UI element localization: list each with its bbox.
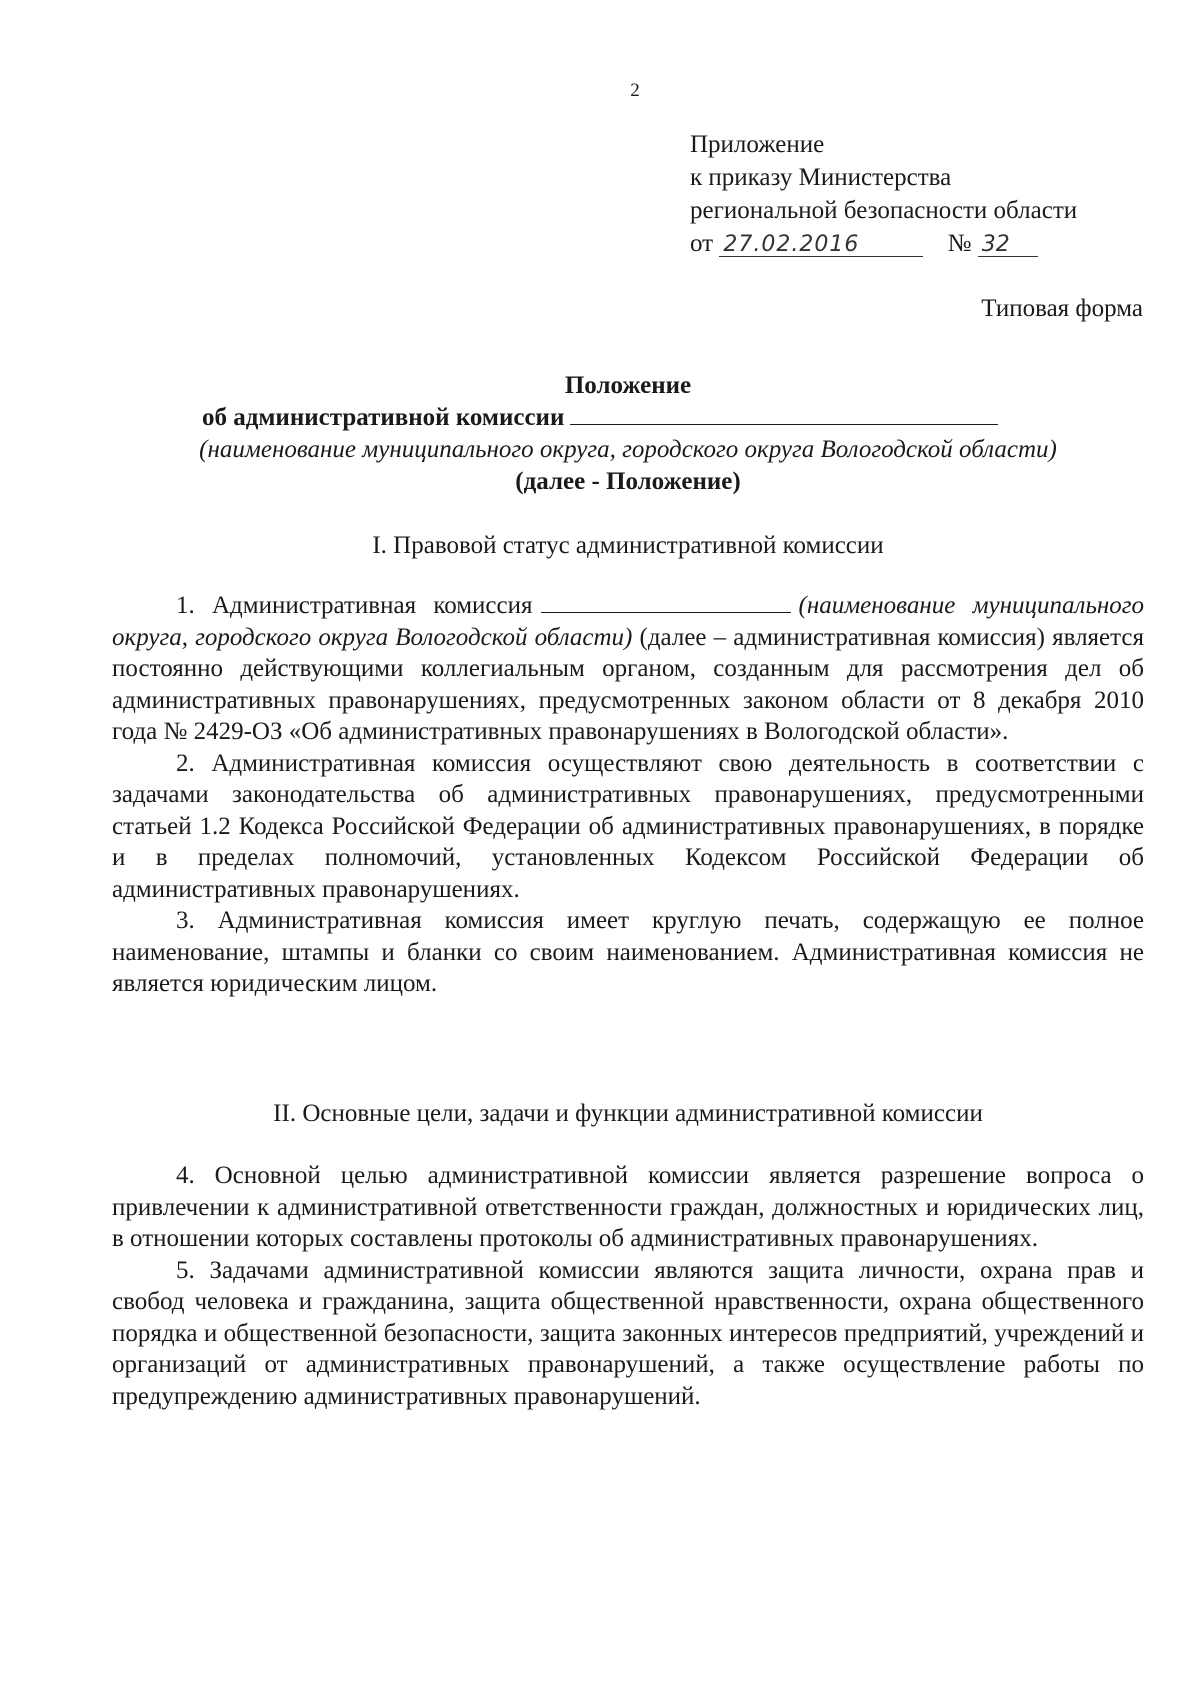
page-number: 2 (630, 80, 640, 101)
section-2-heading: II. Основные цели, задачи и функции административной комиссии (273, 1100, 983, 1127)
title-blank-line (570, 402, 998, 425)
paragraph-1-rest: (далее – административная комиссия) является постоянно действующими коллегиальным органом, созданным для рассмотрения дел об административных правонарушениях, предусмотренных законом области от 8 декабря 2010 года № 2429-ОЗ «Об административных правонарушениях в Вологодской области». (112, 623, 1144, 745)
date-prefix: от (690, 230, 714, 257)
section-1-heading: I. Правовой статус административной комиссии (372, 532, 884, 559)
title-commission-text: об административной комиссии (202, 404, 565, 431)
title-line-1: Положение (564, 372, 692, 399)
handwritten-number: 32 (978, 234, 1038, 257)
section-1-body (112, 590, 1144, 1000)
paragraph-5: 5. Задачами административной комиссии являются защита личности, охрана прав и свобод человека и гражданина, защита общественной нравственности, охрана общественного порядка и общественной безопасности, защита законных интересов предприятий, учреждений и организаций от административных правонарушений, а также осуществление работы по предупреждению административных правонарушений. (112, 1256, 1144, 1410)
number-prefix: № (947, 230, 972, 257)
section-2-body (112, 1160, 1144, 1412)
appendix-line-1: Приложение (690, 131, 825, 158)
title-line-4: (далее - Положение) (515, 468, 741, 495)
handwritten-date: 27.02.2016 (719, 234, 923, 257)
paragraph-4: 4. Основной целью административной комиссии является разрешение вопроса о привлечении к административной ответственности граждан, должностных и юридических лиц, в отношении которых составлены протоколы об административных правонарушениях. (112, 1162, 1144, 1252)
document-title (112, 370, 1144, 498)
appendix-date-line (690, 227, 1077, 260)
paragraph-2: 2. Административная комиссия осуществляют свою деятельность в соответствии с задачами законодательства об административных правонарушениях, предусмотренными статьей 1.2 Кодекса Российской Федерации об административных правонарушениях, в порядке и в пределах полномочий, установленных Кодексом Российской Федерации об административных правонарушениях. (112, 749, 1144, 903)
appendix-line-3: региональной безопасности области (690, 197, 1078, 224)
paragraph-1-blank (541, 590, 791, 613)
typical-form-label: Типовая форма (981, 295, 1143, 322)
title-line-2 (112, 402, 1144, 434)
paragraph-3: 3. Административная комиссия имеет круглую печать, содержащую ее полное наименование, штампы и бланки со своим наименованием. Административная комиссия не является юридическим лицом. (112, 907, 1144, 997)
paragraph-1-start: 1. Административная комиссия (176, 592, 533, 619)
appendix-block (690, 128, 1077, 260)
appendix-line-2: к приказу Министерства (690, 164, 952, 191)
paragraph-1 (112, 590, 1144, 748)
paragraph-1-italic: (наименование муниципального округа, городского округа Вологодской области) (112, 592, 1144, 651)
title-line-3: (наименование муниципального округа, городского округа Вологодской области) (199, 436, 1057, 463)
